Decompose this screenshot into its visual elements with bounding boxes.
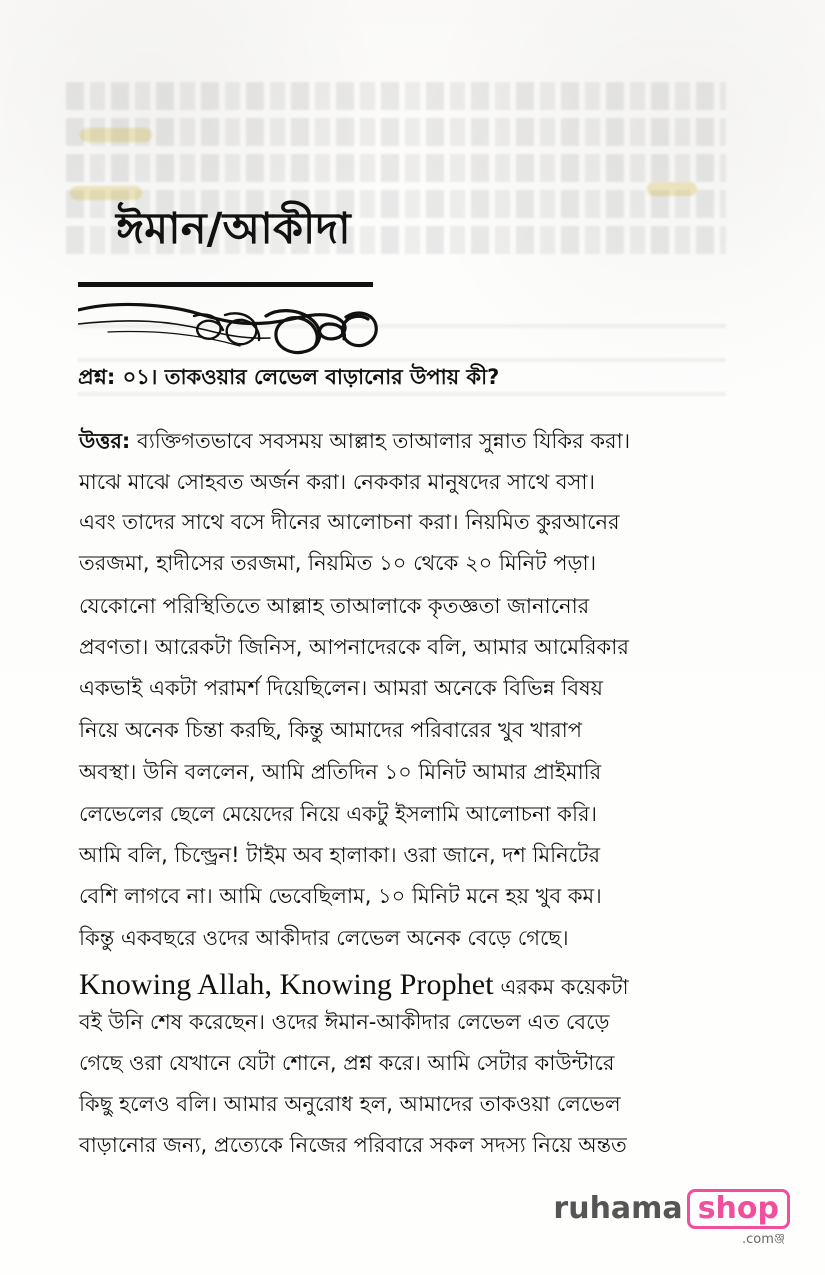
answer-line-7: একভাই একটা পরামর্শ দিয়েছিলেন। আমরা অনেকে বিভিন্ন বিষয় bbox=[79, 676, 604, 700]
english-book-title: Knowing Allah, Knowing Prophet bbox=[79, 968, 494, 1001]
watermark-brand-part2: shop bbox=[687, 1189, 790, 1229]
show-through-line bbox=[66, 118, 726, 146]
watermark-brand-part1: ruhama bbox=[553, 1191, 683, 1226]
show-through-highlight bbox=[647, 182, 697, 196]
brand-watermark bbox=[553, 1189, 793, 1247]
answer-line-1-text: ব্যক্তিগতভাবে সবসময় আল্লাহ তাআলার সুন্নাত যিকির করা। bbox=[130, 429, 631, 453]
answer-line-4: তরজমা, হাদীসের তরজমা, নিয়মিত ১০ থেকে ২০ মিনিট পড়া। bbox=[79, 551, 597, 575]
answer-line-2: মাঝে মাঝে সোহবত অর্জন করা। নেককার মানুষদের সাথে বসা। bbox=[79, 470, 596, 494]
show-through-highlight bbox=[80, 128, 152, 142]
answer-line-3: এবং তাদের সাথে বসে দীনের আলোচনা করা। নিয়মিত কুরআনের bbox=[79, 510, 620, 534]
watermark-domain: .comঞ্জ bbox=[741, 1232, 785, 1247]
section-title: ঈমান/আকীদা bbox=[116, 204, 351, 254]
answer-line-15: বই উনি শেষ করেছেন। ওদের ঈমান-আকীদার লেভেল এত বেড়ে bbox=[79, 1010, 610, 1034]
answer-line-18: বাড়ানোর জন্য, প্রত্যেকে নিজের পরিবারে সকল সদস্য নিয়ে অন্তত bbox=[79, 1133, 627, 1157]
answer-line-1 bbox=[79, 430, 741, 453]
answer-line-9: অবস্থা। উনি বললেন, আমি প্রতিদিন ১০ মিনিট আমার প্রাইমারি bbox=[79, 760, 602, 784]
answer-line-11: আমি বলি, চিল্ড্রেন! টাইম অব হালাকা। ওরা জানে, দশ মিনিটের bbox=[79, 843, 601, 867]
answer-label: উত্তর: bbox=[79, 429, 131, 453]
show-through-highlight bbox=[70, 186, 142, 200]
answer-line-12: বেশি লাগবে না। আমি ভেবেছিলাম, ১০ মিনিট মনে হয় খুব কম। bbox=[79, 884, 602, 908]
answer-line-17: কিছু হলেও বলি। আমার অনুরোধ হল, আমাদের তাকওয়া লেভেল bbox=[79, 1092, 621, 1116]
answer-line-14-suffix: এরকম কয়েকটা bbox=[493, 975, 629, 999]
answer-line-13: কিন্তু একবছরে ওদের আকীদার লেভেল অনেক বেড়ে গেছে। bbox=[79, 926, 569, 950]
ornament-divider bbox=[78, 285, 383, 357]
answer-line-14 bbox=[79, 968, 741, 1001]
answer-line-5: যেকোনো পরিস্থিতিতে আল্লাহ তাআলাকে কৃতজ্ঞতা জানানোর bbox=[79, 594, 590, 618]
answer-line-8: নিয়ে অনেক চিন্তা করছি, কিন্তু আমাদের পরিবারের খুব খারাপ bbox=[79, 718, 582, 742]
answer-line-6: প্রবণতা। আরেকটা জিনিস, আপনাদেরকে বলি, আমার আমেরিকার bbox=[79, 635, 629, 659]
answer-line-10: লেভেলের ছেলে মেয়েদের নিয়ে একটু ইসলামি আলোচনা করি। bbox=[79, 802, 598, 826]
show-through-line bbox=[66, 154, 726, 182]
question-line: প্রশ্ন: ০১। তাকওয়ার লেভেল বাড়ানোর উপায় কী? bbox=[78, 365, 500, 389]
answer-line-16: গেছে ওরা যেখানে যেটা শোনে, প্রশ্ন করে। আমি সেটার কাউন্টারে bbox=[79, 1051, 615, 1075]
show-through-line bbox=[66, 82, 726, 110]
